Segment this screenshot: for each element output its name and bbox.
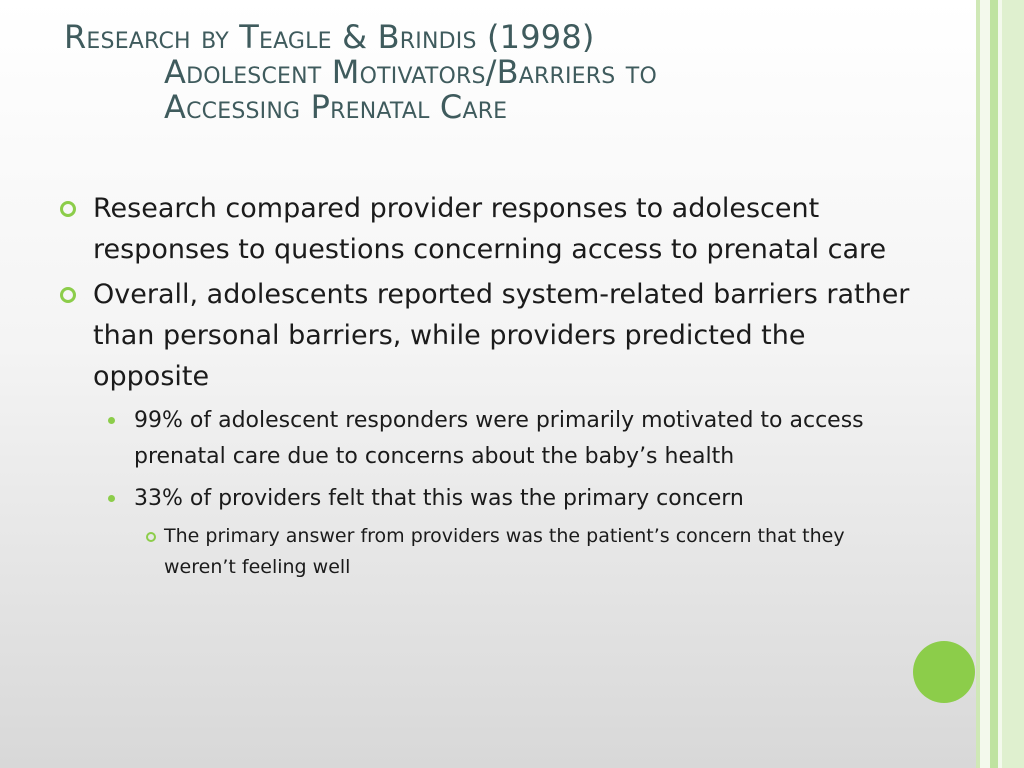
decorative-green-circle [913, 641, 975, 703]
ring-bullet-icon [60, 201, 76, 217]
bullet-level3 [146, 521, 920, 583]
bullet-level1 [60, 188, 920, 270]
bullet-text: The primary answer from providers was the patient’s concern that they weren’t feeling well [164, 525, 845, 578]
title-line-1: Research by Teagle & Brindis (1998) [64, 18, 595, 56]
ring-bullet-icon [60, 287, 76, 303]
dot-bullet-icon [108, 495, 115, 502]
bullet-text: Overall, adolescents reported system-related barriers rather than personal barriers, while providers predicted the opposite [93, 279, 910, 392]
bullet-text: 33% of providers felt that this was the primary concern [134, 486, 744, 511]
ring-bullet-icon [146, 532, 156, 542]
title-line-2: Adolescent Motivators/Barriers to [164, 53, 657, 91]
title-line-3: Accessing Prenatal Care [164, 88, 508, 126]
slide-body [60, 188, 920, 583]
bullet-level2 [102, 481, 920, 517]
dot-bullet-icon [108, 417, 115, 424]
bullet-level2 [102, 403, 920, 475]
slide-title [64, 20, 964, 125]
bullet-text: 99% of adolescent responders were primarily motivated to access prenatal care due to concerns about the baby’s health [134, 408, 864, 469]
bullet-level1 [60, 274, 920, 397]
decorative-edge-stripes [976, 0, 1024, 768]
bullet-text: Research compared provider responses to adolescent responses to questions concerning access to prenatal care [93, 193, 887, 265]
